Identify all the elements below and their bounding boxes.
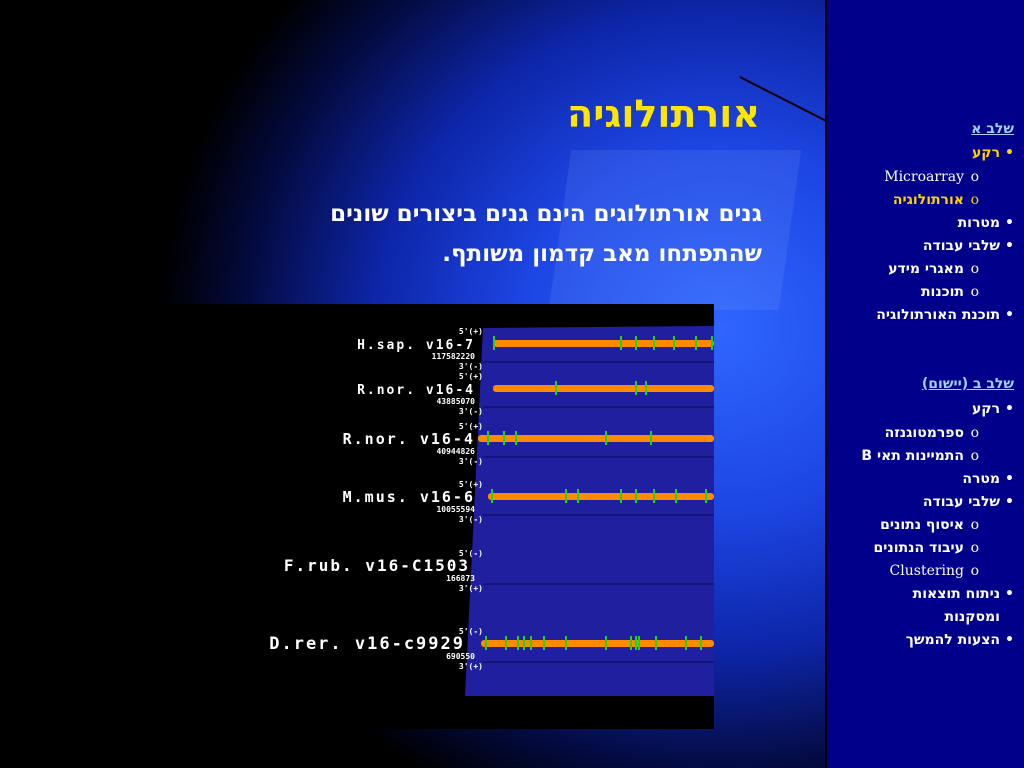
gene-id-label: 10055594 — [436, 505, 475, 514]
exon-mark — [635, 489, 637, 503]
exon-mark — [705, 489, 707, 503]
outline-b-work-stages[interactable] — [923, 494, 1014, 510]
outline-b-analysis-cont[interactable]: ומסקנות — [944, 609, 1000, 625]
outline-b-background-label: רקע — [971, 401, 1001, 417]
exon-mark — [505, 636, 507, 650]
sub-bullet-icon: o — [970, 169, 979, 185]
exon-mark — [638, 636, 640, 650]
species-label: R.nor. v16-4 — [342, 430, 475, 448]
exon-mark — [711, 336, 713, 350]
exon-mark — [565, 636, 567, 650]
exon-mark — [503, 431, 505, 445]
exon-mark — [700, 636, 702, 650]
outline-a-work-stages-label: שלבי עבודה — [922, 238, 1001, 254]
outline-a-goals[interactable] — [958, 215, 1014, 231]
outline-b-spermatogenesis-label: ספרמטוגנזה — [884, 425, 964, 441]
strand-bottom-label: 3'(-) — [458, 407, 483, 416]
gene-bar — [488, 493, 714, 500]
exon-mark — [645, 381, 647, 395]
outline-a-goals-label: מטרות — [957, 215, 1001, 231]
outline-b-proposals[interactable] — [906, 632, 1014, 648]
gene-bar — [481, 640, 714, 647]
strand-top-label: 5'(+) — [458, 327, 483, 336]
outline-a-ortho-software[interactable] — [876, 307, 1014, 323]
species-label: H.sap. v16-7 — [357, 338, 475, 353]
outline-b-analysis[interactable] — [913, 586, 1014, 602]
strand-top-label: 5'(-) — [458, 627, 483, 636]
bullet-icon: • — [1005, 238, 1014, 254]
exon-mark — [673, 336, 675, 350]
species-label: M.mus. v16-6 — [342, 488, 475, 506]
bullet-icon: • — [1005, 586, 1014, 602]
outline-a-software-label: תוכנות — [920, 284, 964, 300]
outline-b-data-collection-label: איסוף נתונים — [880, 517, 964, 533]
outline-a-background-label: רקע — [971, 145, 1001, 161]
sub-bullet-icon: o — [970, 284, 979, 300]
gene-id-label: 690550 — [446, 652, 475, 661]
gene-bar — [493, 340, 714, 347]
outline-a-orthology[interactable] — [892, 192, 979, 208]
sub-bullet-icon: o — [970, 261, 979, 277]
alignment-graphic — [125, 304, 714, 729]
outline-b-bcell-label: התמיינות תאי B — [861, 448, 964, 464]
exon-mark — [577, 489, 579, 503]
outline-b-goal[interactable] — [962, 471, 1014, 487]
exon-mark — [493, 336, 495, 350]
exon-mark — [630, 636, 632, 650]
exon-mark — [685, 636, 687, 650]
exon-mark — [653, 336, 655, 350]
strand-bottom-label: 3'(+) — [458, 662, 483, 671]
sub-bullet-icon: o — [970, 540, 979, 556]
strand-bottom-label: 3'(-) — [458, 362, 483, 371]
outline-b-proposals-label: הצעות להמשך — [905, 632, 1001, 648]
outline-a-databases[interactable] — [888, 261, 979, 277]
orthology-alignment-figure — [125, 304, 714, 729]
exon-mark — [485, 636, 487, 650]
bullet-icon: • — [1005, 471, 1014, 487]
exon-mark — [605, 431, 607, 445]
species-label: F.rub. v16-C1503 — [283, 556, 470, 575]
gene-id-label: 40944826 — [436, 447, 475, 456]
exon-mark — [675, 489, 677, 503]
outline-b-data-processing-label: עיבוד הנתונים — [873, 540, 964, 556]
strand-top-label: 5'(+) — [458, 372, 483, 381]
outline-a-work-stages[interactable] — [923, 238, 1014, 254]
gene-id-label: 166873 — [446, 574, 475, 583]
outline-a-background[interactable] — [972, 145, 1014, 161]
bullet-icon: • — [1005, 215, 1014, 231]
exon-mark — [655, 636, 657, 650]
strand-top-label: 5'(+) — [458, 480, 483, 489]
exon-mark — [605, 636, 607, 650]
outline-a-ortho-software-label: תוכנת האורתולוגיה — [876, 307, 1001, 323]
exon-mark — [650, 431, 652, 445]
exon-mark — [620, 489, 622, 503]
gene-bar — [478, 435, 714, 442]
exon-mark — [530, 636, 532, 650]
strand-bottom-label: 3'(-) — [458, 457, 483, 466]
bullet-icon: • — [1005, 145, 1014, 161]
gene-id-label: 117582220 — [431, 352, 475, 361]
sidebar-outline — [825, 0, 1024, 768]
exon-mark — [620, 336, 622, 350]
exon-mark — [517, 636, 519, 650]
outline-a-orthology-label: אורתולוגיה — [892, 192, 964, 208]
bullet-icon: • — [1005, 494, 1014, 510]
strand-bottom-label: 3'(-) — [458, 515, 483, 524]
exon-mark — [635, 636, 637, 650]
outline-b-clustering-label: Clustering — [889, 563, 964, 579]
exon-mark — [555, 381, 557, 395]
exon-mark — [515, 431, 517, 445]
exon-mark — [543, 636, 545, 650]
sub-bullet-icon: o — [970, 517, 979, 533]
outline-b-spermatogenesis[interactable] — [884, 425, 979, 441]
sub-bullet-icon: o — [970, 192, 979, 208]
exon-mark — [523, 636, 525, 650]
exon-mark — [653, 489, 655, 503]
outline-stage-a[interactable]: שלב א — [971, 121, 1014, 137]
body-line-1: גנים אורתולוגים הינם גנים ביצורים שונים — [330, 201, 762, 227]
sub-bullet-icon: o — [970, 448, 979, 464]
bullet-icon: • — [1005, 632, 1014, 648]
outline-b-bcell[interactable] — [861, 448, 979, 464]
strand-top-label: 5'(+) — [458, 422, 483, 431]
outline-a-microarray[interactable] — [884, 169, 979, 185]
slide-title: אורתולוגיה — [567, 92, 760, 136]
outline-a-software[interactable] — [920, 284, 979, 300]
outline-a-databases-label: מאגרי מידע — [888, 261, 964, 277]
slide-body-text — [162, 194, 762, 274]
outline-b-data-processing[interactable] — [873, 540, 979, 556]
species-label: R.nor. v16-4 — [357, 383, 475, 398]
outline-a-microarray-label: Microarray — [884, 169, 964, 185]
exon-mark — [635, 381, 637, 395]
exon-mark — [565, 489, 567, 503]
sub-bullet-icon: o — [970, 563, 979, 579]
exon-mark — [491, 489, 493, 503]
species-label: D.rer. v16-c9929 — [269, 634, 465, 654]
gene-bar — [493, 385, 714, 392]
bullet-icon: • — [1005, 307, 1014, 323]
outline-b-work-stages-label: שלבי עבודה — [922, 494, 1001, 510]
exon-mark — [695, 336, 697, 350]
outline-stage-b[interactable]: שלב ב (יישום) — [921, 376, 1014, 392]
bullet-icon: • — [1005, 401, 1014, 417]
strand-top-label: 5'(-) — [458, 549, 483, 558]
outline-b-data-collection[interactable] — [880, 517, 979, 533]
outline-b-clustering[interactable] — [889, 563, 979, 579]
body-line-2: שהתפתחו מאב קדמון משותף. — [442, 241, 762, 267]
sub-bullet-icon: o — [970, 425, 979, 441]
outline-b-analysis-label: ניתוח תוצאות — [912, 586, 1001, 602]
exon-mark — [635, 336, 637, 350]
outline-b-goal-label: מטרה — [962, 471, 1001, 487]
exon-mark — [487, 431, 489, 445]
gene-id-label: 43885070 — [436, 397, 475, 406]
outline-b-background[interactable] — [972, 401, 1014, 417]
strand-bottom-label: 3'(+) — [458, 584, 483, 593]
